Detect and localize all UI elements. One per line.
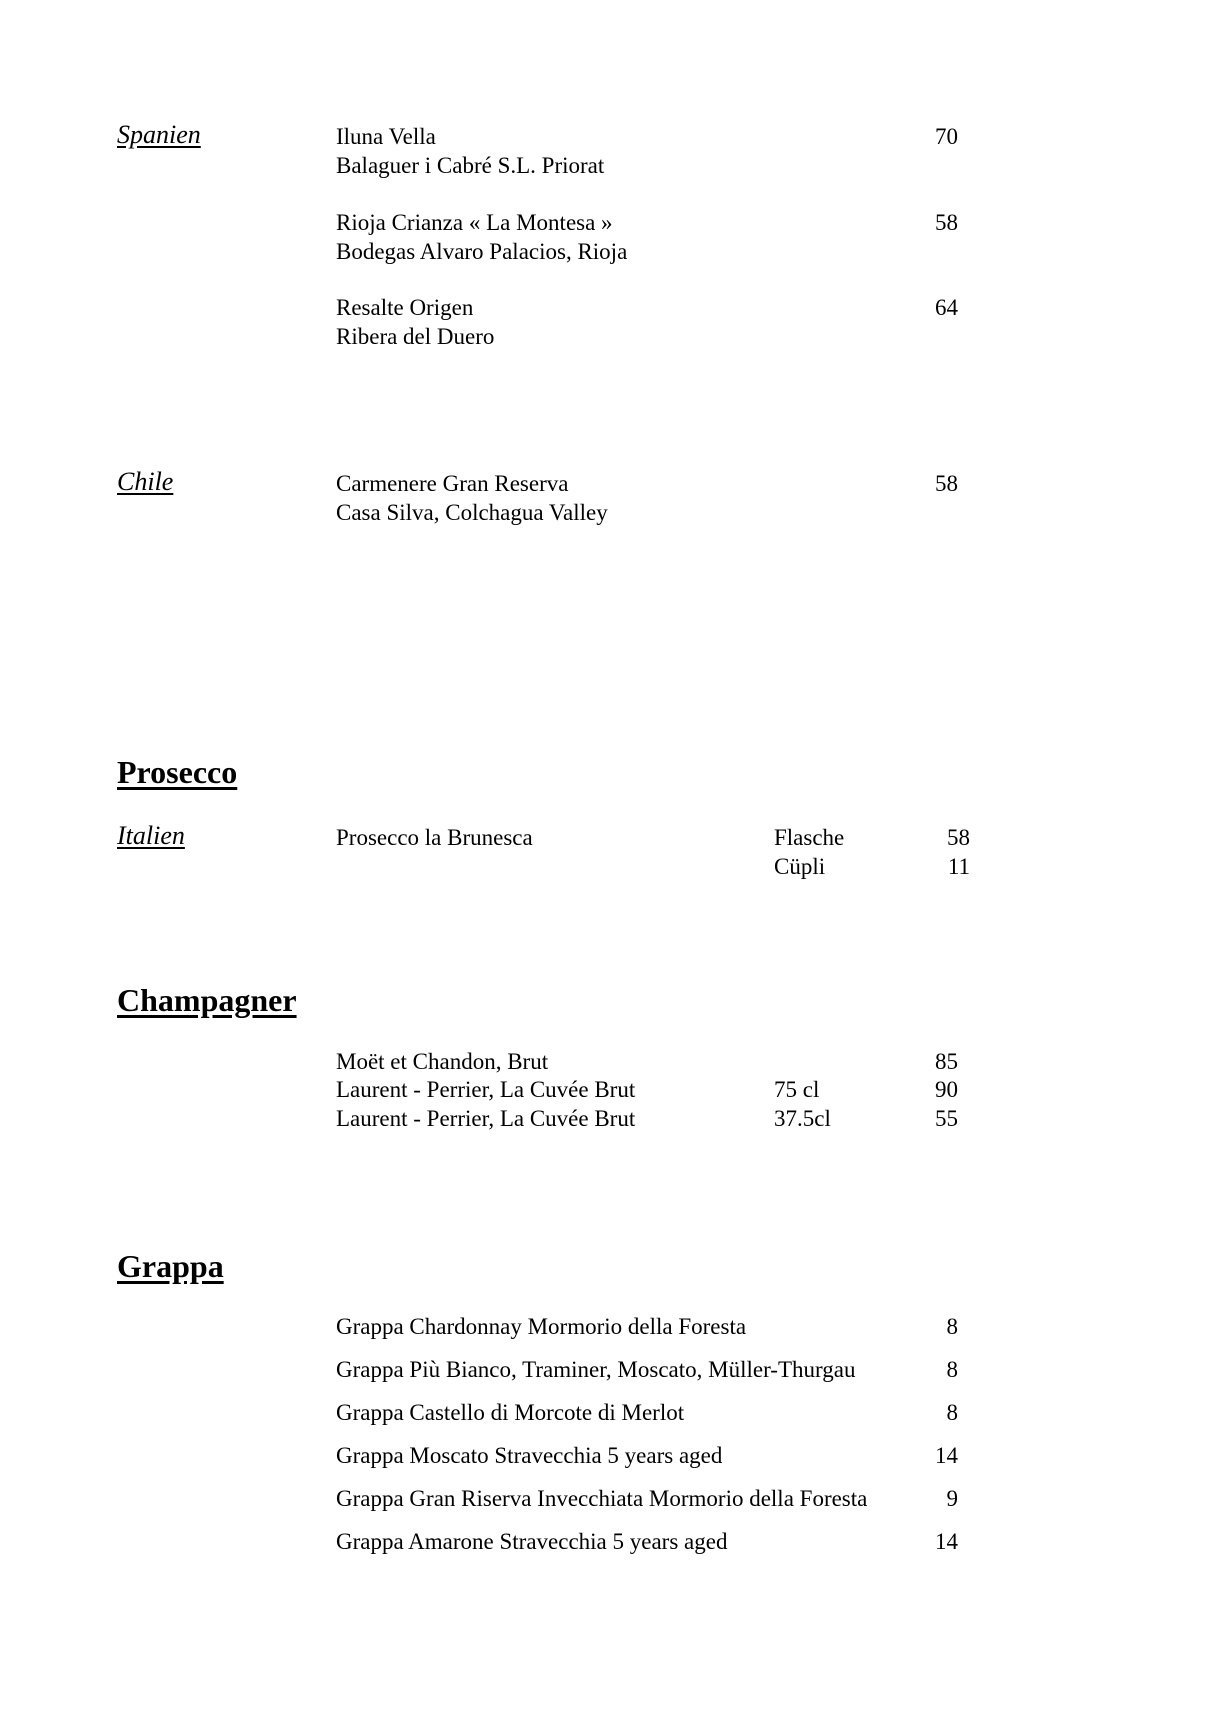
grappa-price: 8 (946, 1357, 958, 1382)
wine-producer: Balaguer i Cabré S.L. Priorat (336, 153, 605, 178)
prosecco-item-name: Prosecco la Brunesca (336, 825, 533, 850)
section-heading-grappa: Grappa (117, 1248, 224, 1284)
wine-name: Resalte Origen (336, 295, 474, 320)
wine-price: 70 (935, 124, 958, 149)
grappa-name: Grappa Gran Riserva Invecchiata Mormorio della Foresta (336, 1486, 868, 1511)
champagne-price: 85 (935, 1049, 958, 1074)
section-heading-prosecco: Prosecco (117, 754, 238, 790)
prosecco-size: Cüpli (774, 854, 826, 879)
grappa-price: 14 (935, 1529, 958, 1554)
champagne-size: 75 cl (774, 1077, 820, 1102)
region-heading-chile: Chile (117, 467, 174, 496)
champagne-price: 90 (935, 1077, 958, 1102)
grappa-price: 8 (946, 1314, 958, 1339)
champagne-name: Moët et Chandon, Brut (336, 1049, 549, 1074)
grappa-name: Grappa Chardonnay Mormorio della Foresta (336, 1314, 747, 1339)
grappa-price: 8 (946, 1400, 958, 1425)
grappa-name: Grappa Più Bianco, Traminer, Moscato, Müller-Thurgau (336, 1357, 856, 1382)
grappa-price: 14 (935, 1443, 958, 1468)
region-heading-spanien: Spanien (117, 120, 201, 149)
champagne-price: 55 (935, 1106, 958, 1131)
wine-name: Iluna Vella (336, 124, 436, 149)
wine-price: 64 (935, 295, 958, 320)
wine-name: Rioja Crianza « La Montesa » (336, 210, 613, 235)
prosecco-price: 11 (947, 854, 970, 879)
grappa-price: 9 (946, 1486, 958, 1511)
wine-price: 58 (935, 471, 958, 496)
wine-producer: Bodegas Alvaro Palacios, Rioja (336, 239, 628, 264)
grappa-name: Grappa Amarone Stravecchia 5 years aged (336, 1529, 728, 1554)
wine-price: 58 (935, 210, 958, 235)
grappa-name: Grappa Moscato Stravecchia 5 years aged (336, 1443, 723, 1468)
section-heading-champagner: Champagner (117, 982, 297, 1018)
prosecco-price: 58 (947, 825, 970, 850)
champagne-name: Laurent - Perrier, La Cuvée Brut (336, 1106, 636, 1131)
champagne-name: Laurent - Perrier, La Cuvée Brut (336, 1077, 636, 1102)
wine-producer: Casa Silva, Colchagua Valley (336, 500, 608, 525)
champagne-size: 37.5cl (774, 1106, 831, 1131)
region-heading-italien: Italien (117, 821, 185, 850)
wine-name: Carmenere Gran Reserva (336, 471, 569, 496)
grappa-name: Grappa Castello di Morcote di Merlot (336, 1400, 685, 1425)
prosecco-size: Flasche (774, 825, 845, 850)
wine-producer: Ribera del Duero (336, 324, 495, 349)
